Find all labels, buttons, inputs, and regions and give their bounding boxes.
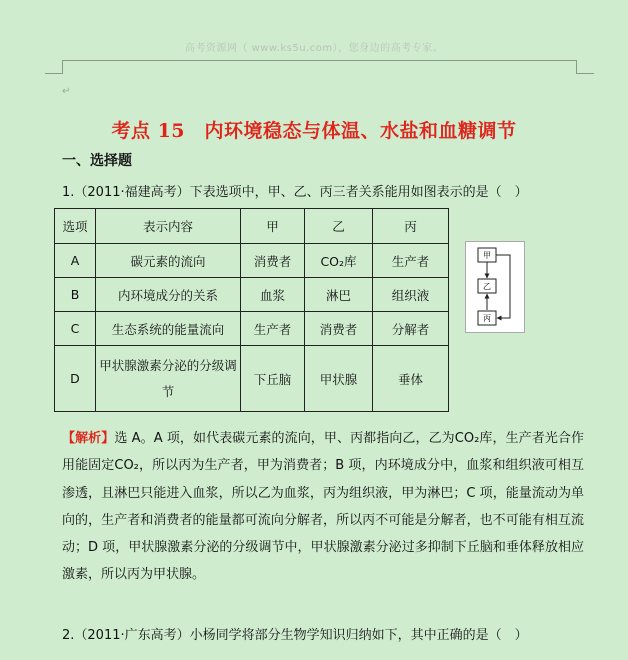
diagram-label-yi: 乙 (483, 282, 491, 291)
header-bracket-right (576, 60, 577, 74)
question-1: 1.（2011·福建高考）下表选项中，甲、乙、丙三者关系能用如图表示的是（ ） (62, 185, 528, 200)
page-title: 考点 15 内环境稳态与体温、水盐和血糖调节 (111, 120, 517, 142)
table-cell: 分解者 (373, 312, 449, 346)
table-row (55, 244, 449, 278)
table-header-cell: 乙 (305, 209, 373, 244)
table-row (55, 312, 449, 346)
table-header-cell: 甲 (241, 209, 305, 244)
header-tick-right (576, 73, 594, 74)
table-cell: C (55, 312, 96, 346)
section-heading: 一、选择题 (62, 153, 132, 169)
diagram-label-jia: 甲 (483, 251, 491, 260)
paragraph-mark-icon: ↵ (62, 86, 71, 97)
analysis-text: 选 A。A 项，如代表碳元素的流向，甲、丙都指向乙，乙为CO₂库，生产者光合作用能固定CO₂，所以丙为生产者，甲为消费者；B 项，内环境成分中，血浆和组织液可相互渗透，且淋巴只能进入血浆，所以乙为血浆，丙为组织液，甲为淋巴；C 项，能量流动为单向的，生产者和消费者的能量都可流向分解者，所以丙不可能是分解者，也不可能有相互流动；D 项，甲状腺激素分泌的分级调节中，甲状腺激素分泌过多抑制下丘脑和垂体释放相应激素，所以丙为甲状腺。 (62, 431, 584, 583)
header-rule (62, 60, 577, 61)
table-header-row (55, 209, 449, 244)
table-cell: 垂体 (373, 346, 449, 412)
table-cell: 碳元素的流向 (96, 244, 241, 278)
diagram-label-bing: 丙 (483, 314, 491, 323)
header-tick-left (45, 73, 63, 74)
site-header-text: 高考资源网（ www.ks5u.com），您身边的高考专家。 (184, 43, 444, 54)
table-cell: 消费者 (305, 312, 373, 346)
table-cell: 生态系统的能量流向 (96, 312, 241, 346)
table-header-cell: 选项 (55, 209, 96, 244)
header-bracket-left (62, 60, 63, 74)
table-cell: 下丘脑 (241, 346, 305, 412)
table-cell: A (55, 244, 96, 278)
answer-explanation (62, 425, 584, 589)
table-cell: 消费者 (241, 244, 305, 278)
question-2: 2.（2011·广东高考）小杨同学将部分生物学知识归纳如下，其中正确的是（ ） (62, 628, 528, 643)
relationship-diagram (465, 241, 525, 333)
analysis-tag: 【解析】 (62, 431, 115, 446)
table-cell: 甲状腺激素分泌的分级调节 (96, 346, 241, 412)
options-table (54, 208, 449, 412)
table-row (55, 278, 449, 312)
table-header-cell: 表示内容 (96, 209, 241, 244)
table-cell: 组织液 (373, 278, 449, 312)
table-cell: 内环境成分的关系 (96, 278, 241, 312)
table-cell: B (55, 278, 96, 312)
table-cell: 生产者 (241, 312, 305, 346)
table-cell: 血浆 (241, 278, 305, 312)
table-row (55, 346, 449, 412)
table-cell: 甲状腺 (305, 346, 373, 412)
table-cell: D (55, 346, 96, 412)
table-cell: CO₂库 (305, 244, 373, 278)
table-cell: 生产者 (373, 244, 449, 278)
table-cell: 淋巴 (305, 278, 373, 312)
table-header-cell: 丙 (373, 209, 449, 244)
